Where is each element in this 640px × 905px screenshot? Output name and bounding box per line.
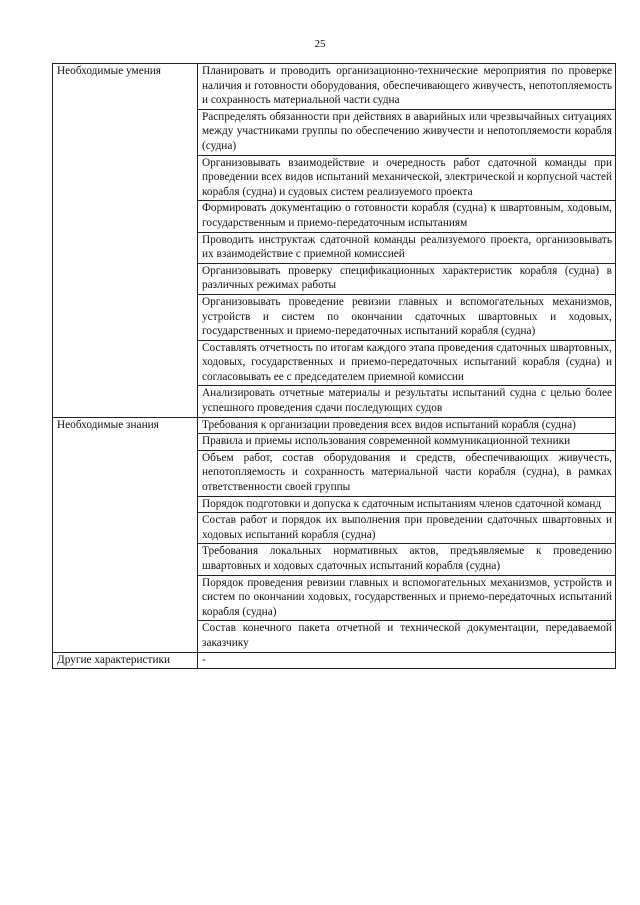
table-body — [53, 64, 616, 669]
requirement-item: Объем работ, состав оборудования и средств, обеспечивающих живучесть, непотопляемость и сохранность материальной части корабля (судна), в рамках ответственности своей группы — [198, 450, 616, 496]
section-label: Необходимые умения — [53, 64, 198, 418]
page-number: 25 — [314, 38, 326, 50]
section-label: Необходимые знания — [53, 417, 198, 652]
table-row — [53, 652, 616, 669]
table-row — [53, 417, 616, 434]
requirement-item: Составлять отчетность по итогам каждого этапа проведения сдаточных швартовных, ходовых, государственных и приемо-передаточных испытаний корабля (судна) и согласовывать ее с председателем приемной комиссии — [198, 340, 616, 386]
qualification-table — [52, 63, 616, 669]
requirement-item: Требования локальных нормативных актов, предъявляемые к проведению швартовных и ходовых сдаточных испытаний корабля (судна) — [198, 544, 616, 575]
requirement-item: Состав работ и порядок их выполнения при проведении сдаточных швартовных и ходовых испытаний корабля (судна) — [198, 513, 616, 544]
requirement-item: - — [198, 652, 616, 669]
table-row — [53, 64, 616, 110]
requirement-item: Распределять обязанности при действиях в аварийных или чрезвычайных ситуациях между участниками группы по обеспечению живучести и непотопляемости корабля (судна) — [198, 109, 616, 155]
requirement-item: Проводить инструктаж сдаточной команды реализуемого проекта, организовывать их взаимодействие с приемной комиссией — [198, 232, 616, 263]
requirement-item: Порядок подготовки и допуска к сдаточным испытаниям членов сдаточной команд — [198, 496, 616, 513]
requirement-item: Планировать и проводить организационно-технические мероприятия по проверке наличия и готовности оборудования, обеспечивающего живучесть, непотопляемость и сохранность материальной части судна — [198, 64, 616, 110]
requirement-item: Анализировать отчетные материалы и результаты испытаний судна с целью более успешного проведения сдачи последующих судов — [198, 386, 616, 417]
requirement-item: Организовывать проведение ревизии главных и вспомогательных механизмов, устройств и систем по окончании сдаточных швартовных и ходовых, государственных и приемо-передаточных испытаний корабля (судна) — [198, 294, 616, 340]
requirement-item: Организовывать проверку спецификационных характеристик корабля (судна) в различных режимах работы — [198, 263, 616, 294]
requirement-item: Правила и приемы использования современной коммуникационной техники — [198, 434, 616, 451]
requirement-item: Состав конечного пакета отчетной и технической документации, передаваемой заказчику — [198, 621, 616, 652]
requirement-item: Требования к организации проведения всех видов испытаний корабля (судна) — [198, 417, 616, 434]
requirement-item: Порядок проведения ревизии главных и вспомогательных механизмов, устройств и систем по окончании ходовых, государственных и приемо-передаточных испытаний корабля (судна) — [198, 575, 616, 621]
requirement-item: Организовывать взаимодействие и очередность работ сдаточной команды при проведении всех видов испытаний механической, электрической и корпусной частей корабля (судна) и судовых систем реализуемого проекта — [198, 155, 616, 201]
section-label: Другие характеристики — [53, 652, 198, 669]
requirement-item: Формировать документацию о готовности корабля (судна) к швартовным, ходовым, государственным и приемо-передаточным испытаниям — [198, 201, 616, 232]
